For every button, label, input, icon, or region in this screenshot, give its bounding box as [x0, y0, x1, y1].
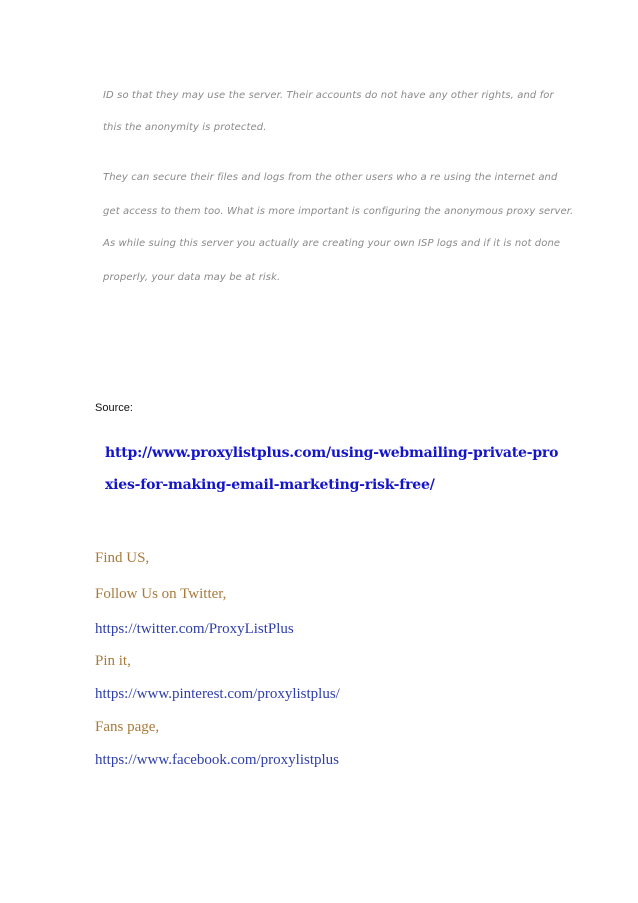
source-link-line-2[interactable]: xies-for-making-email-marketing-risk-free/	[105, 477, 435, 493]
body-text-line-5: As while suing this server you actually are creating your own ISP logs and if it is not done	[103, 238, 561, 249]
body-text-line-6: properly, your data may be at risk.	[103, 272, 281, 283]
body-text-line-1: ID so that they may use the server. Their accounts do not have any other rights, and for	[103, 90, 554, 101]
body-text-line-2: this the anonymity is protected.	[103, 122, 267, 133]
facebook-heading: Fans page,	[95, 719, 160, 735]
pinterest-link[interactable]: https://www.pinterest.com/proxylistplus/	[95, 686, 340, 702]
pinterest-heading: Pin it,	[95, 653, 131, 669]
facebook-link[interactable]: https://www.facebook.com/proxylistplus	[95, 752, 339, 768]
body-text-line-4: get access to them too. What is more important is configuring the anonymous proxy server.	[103, 206, 574, 217]
twitter-heading: Follow Us on Twitter,	[95, 586, 227, 602]
source-link-line-1[interactable]: http://www.proxylistplus.com/using-webmailing-private-pro	[105, 445, 559, 461]
source-label: Source:	[95, 402, 133, 414]
body-text-line-3: They can secure their files and logs from the other users who a re using the internet and	[103, 172, 558, 183]
twitter-link[interactable]: https://twitter.com/ProxyListPlus	[95, 621, 294, 637]
find-us-heading: Find US,	[95, 550, 150, 566]
